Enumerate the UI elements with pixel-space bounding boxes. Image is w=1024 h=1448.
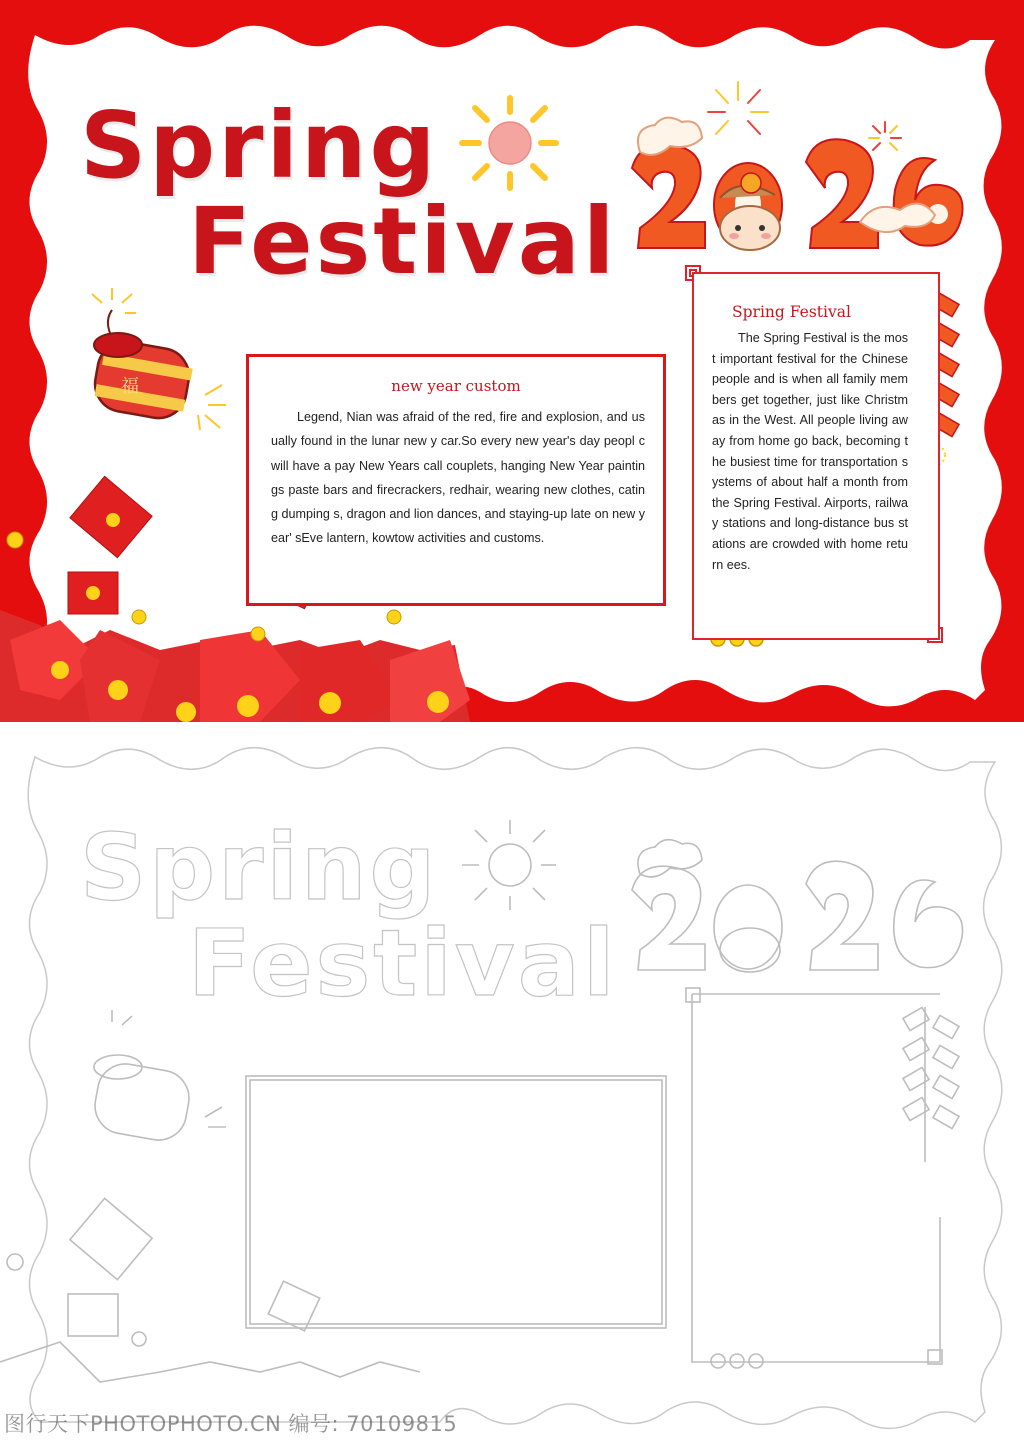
custom-box-body: Legend, Nian was afraid of the red, fire and explosion, and usually found in the lunar new y car.So every new year's day peopl c will have a pay New Years call couplets, hanging New Year paintings paste bars and firecrackers, redhair, wearing new clothes, cating dumping s, dragon and lion dances, and staying-up late on new year' sEve lantern, kowtow activities and customs. xyxy=(271,410,645,546)
sun-outline-icon xyxy=(462,820,556,910)
fu-character: 福 xyxy=(121,376,139,397)
outline-title-spring: Spring xyxy=(80,814,439,921)
custom-box-heading: new year custom xyxy=(391,377,521,395)
festival-box-heading: Spring Festival xyxy=(732,303,851,321)
watermark-text: 图行天下PHOTOPHOTO.CN 编号: 70109815 xyxy=(4,1412,458,1436)
sun-icon xyxy=(462,98,556,188)
title-festival: Festival xyxy=(188,188,618,295)
festival-box-body: The Spring Festival is the most important festival for the Chinese people and is when all family members get together, just like Christmas in the West. All people living away from home go back, becoming the busiest time for transportation systems of about half a month from the Spring Festival. Airports, railway stations and long-distance bus stations are crowded with home return ees. xyxy=(712,331,908,572)
new-year-custom-box xyxy=(246,354,666,606)
title-spring: Spring xyxy=(80,92,439,199)
spring-festival-box xyxy=(692,272,940,640)
envelopes-outline xyxy=(0,1198,420,1382)
custom-box-outline xyxy=(246,1076,666,1328)
colored-poster xyxy=(0,0,1024,722)
year-2026-outline xyxy=(632,840,963,972)
outline-poster xyxy=(0,722,1024,1448)
hanging-firecrackers-outline xyxy=(903,1007,959,1162)
outline-title-festival: Festival xyxy=(188,910,618,1017)
firecracker-outline-icon xyxy=(91,1010,226,1144)
